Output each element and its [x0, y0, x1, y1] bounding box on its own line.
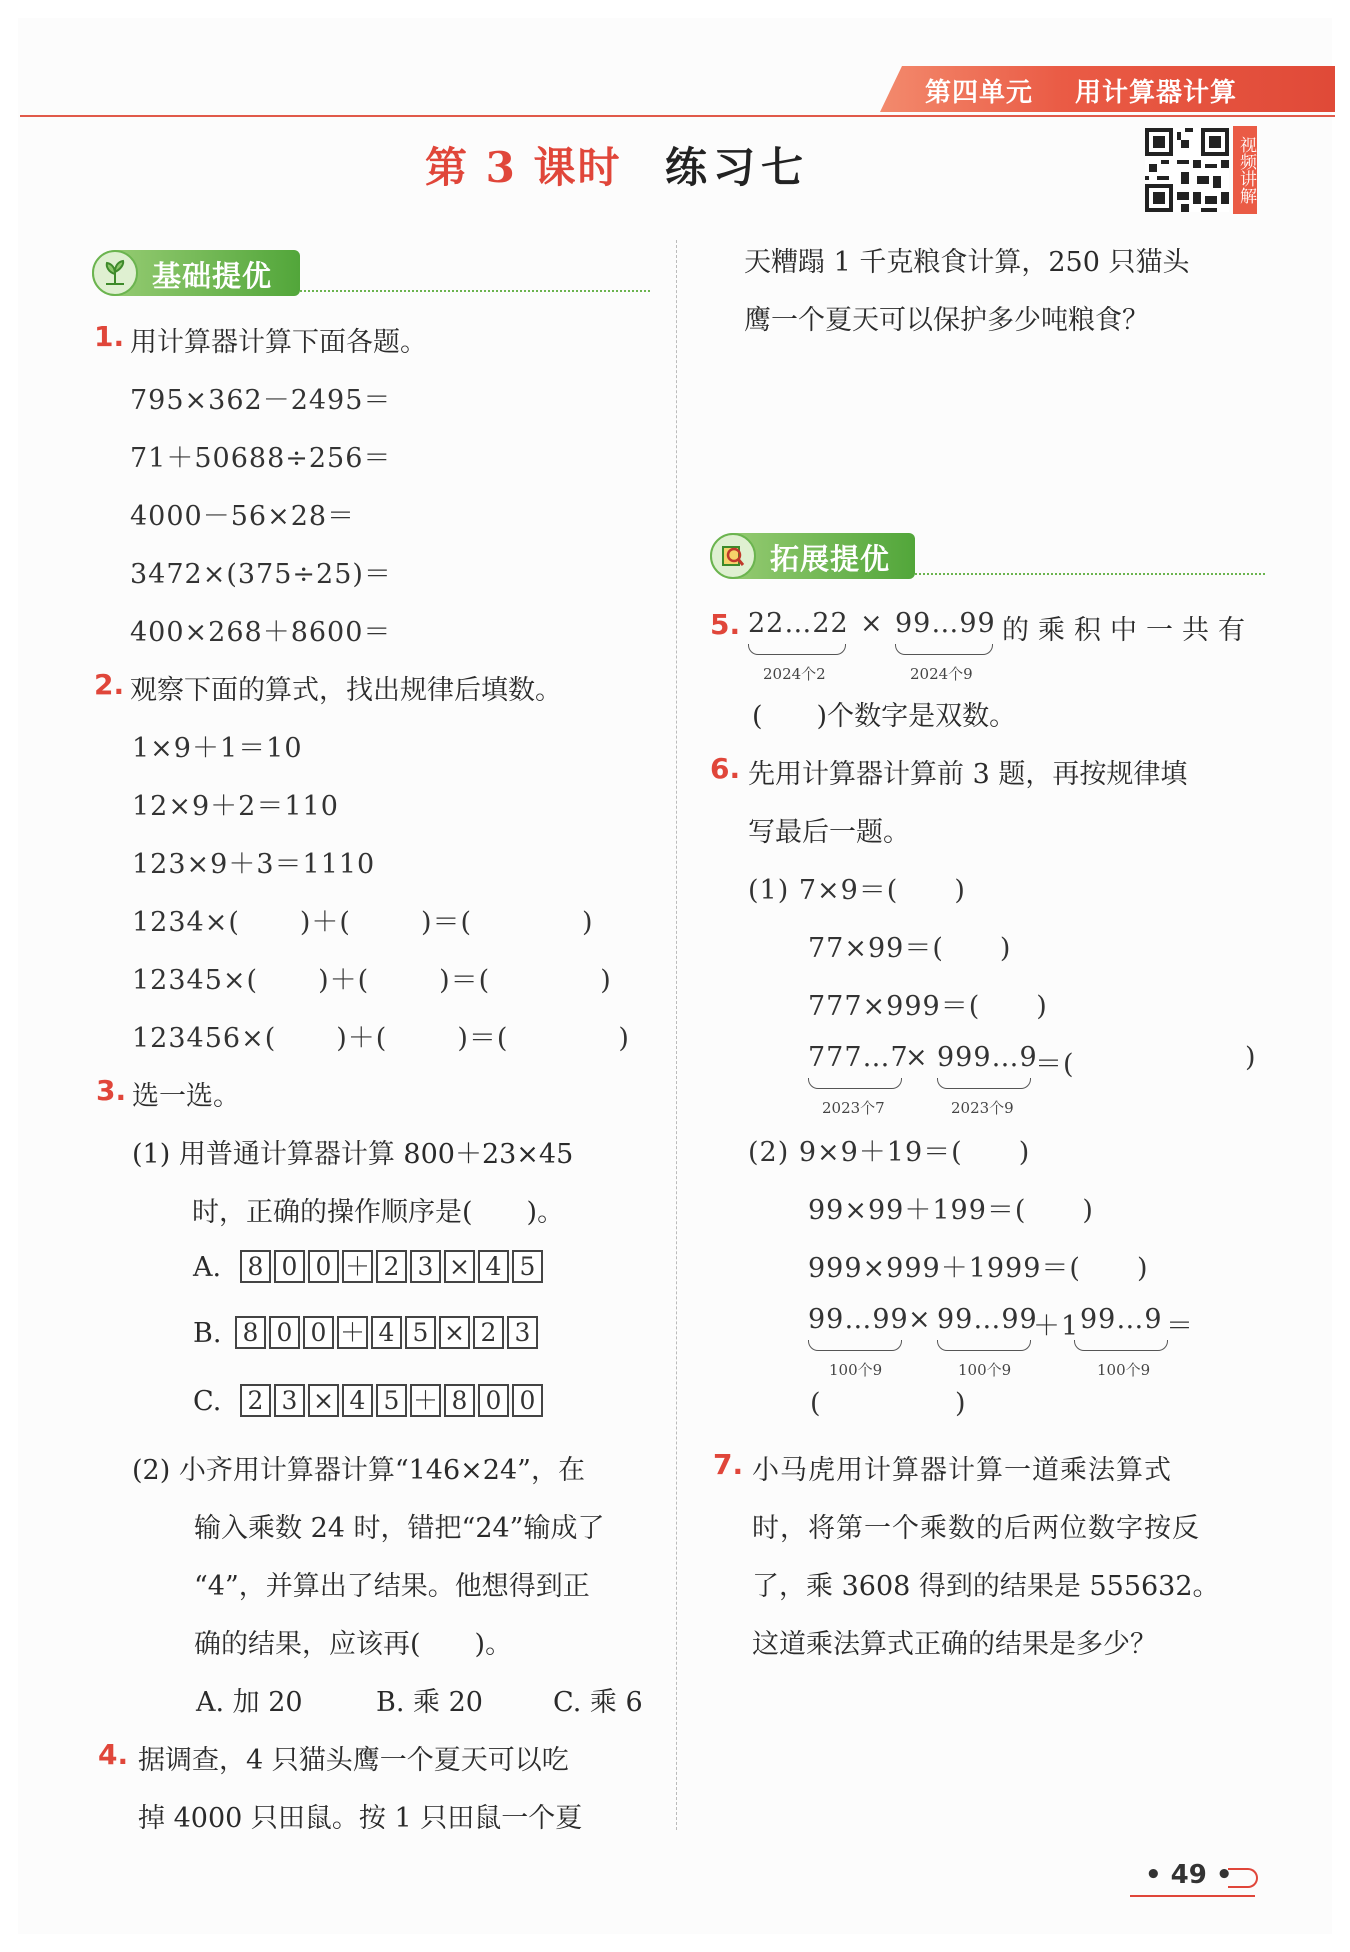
brace-label: 2024个2: [763, 665, 826, 683]
q6-item: (1) 7×9＝( ): [748, 875, 966, 906]
question-number-1: 1.: [94, 320, 125, 353]
calc-key: 3: [274, 1384, 305, 1417]
option-c-label: C.: [193, 1386, 222, 1417]
underbrace: [937, 1078, 1031, 1089]
q2-blank-part: )＝(: [439, 965, 491, 996]
q5-answer-line[interactable]: ( )个数字是双数。: [752, 701, 1017, 732]
option-a-keys[interactable]: [240, 1250, 546, 1283]
calc-key: 2: [240, 1384, 271, 1417]
page-number-curl: [1228, 1868, 1258, 1888]
calc-key: 5: [405, 1316, 436, 1349]
question-7-line: 时，将第一个乘数的后两位数字按反: [752, 1513, 1200, 1544]
video-explain-label: 视频讲解: [1233, 126, 1257, 214]
q5-number-2s: 22…22: [748, 608, 849, 639]
calc-key: 3: [507, 1316, 538, 1349]
q1-item: 71＋50688÷256＝: [130, 443, 392, 474]
q2-blank-row: [132, 1016, 630, 1055]
question-number-4: 4.: [98, 1738, 129, 1771]
q2-blank-part: )＝(: [420, 907, 473, 938]
calc-key: ＋: [410, 1384, 441, 1417]
option-c-keys[interactable]: [240, 1384, 546, 1417]
calc-key: 2: [376, 1250, 407, 1283]
calc-key: 0: [274, 1250, 305, 1283]
calc-key: 0: [512, 1384, 543, 1417]
q5-text: 的乘积中一共有: [1002, 615, 1254, 646]
page-title: 练习七: [665, 143, 810, 192]
question-4-line: 掉 4000 只田鼠。按 1 只田鼠一个夏: [138, 1803, 583, 1834]
calc-key: 5: [376, 1384, 407, 1417]
plus-one: ＋1: [1033, 1311, 1080, 1342]
section-title-basic: 基础提优: [152, 259, 273, 293]
q3-part2-line: 确的结果，应该再( )。: [194, 1629, 513, 1660]
q3-part2-option[interactable]: C. 乘 6: [553, 1687, 643, 1718]
q6-number-9s: 999…9: [937, 1042, 1038, 1073]
calc-key: ×: [308, 1384, 339, 1417]
q3-part2-line: (2) 小齐用计算器计算“146×24”，在: [132, 1455, 585, 1486]
open-paren: (: [810, 1388, 822, 1419]
equals-sign: ＝: [1166, 1311, 1194, 1342]
q2-blank-part: 123456×(: [132, 1023, 277, 1054]
chapter-label: 用计算器计算: [1075, 78, 1238, 108]
brace-label: 2024个9: [910, 665, 973, 683]
qr-code-icon[interactable]: [1145, 128, 1229, 212]
close-paren: ): [955, 1388, 967, 1419]
q2-blank-row: [132, 900, 594, 939]
header-rule: [20, 115, 1335, 117]
q6-item: 77×99＝( ): [808, 933, 1012, 964]
calc-key: 2: [473, 1316, 504, 1349]
section-rule-basic: [300, 290, 650, 292]
q2-blank-part: )＋(: [318, 965, 370, 996]
q6-item: 99×99＋199＝( ): [808, 1195, 1094, 1226]
q2-blank-part: 12345×(: [132, 965, 259, 996]
option-b-keys[interactable]: [235, 1316, 541, 1349]
sprout-icon: [92, 250, 138, 296]
q6-item: 777×999＝( ): [808, 991, 1048, 1022]
close-paren: ): [1245, 1042, 1257, 1073]
q1-item: 4000－56×28＝: [130, 501, 356, 532]
question-3-text: 选一选。: [132, 1081, 240, 1112]
question-4-line: 鹰一个夏天可以保护多少吨粮食？: [744, 305, 1149, 336]
calc-key: 8: [240, 1250, 271, 1283]
calc-key: 8: [235, 1316, 266, 1349]
q5-number-9s: 99…99: [895, 608, 996, 639]
section-title-extend: 拓展提优: [770, 542, 891, 576]
times-sign: ×: [860, 608, 884, 639]
underbrace: [895, 644, 993, 655]
answer-blank[interactable]: [830, 1388, 950, 1420]
q6-number: 99…99: [808, 1304, 909, 1335]
q3-part1-line: 时，正确的操作顺序是( )。: [192, 1197, 565, 1228]
page-number-rule: [1130, 1895, 1255, 1897]
calc-key: ×: [444, 1250, 475, 1283]
question-number-7: 7.: [713, 1448, 744, 1481]
q2-blank-part: )＝(: [457, 1023, 509, 1054]
question-7-line: 了，乘 3608 得到的结果是 555632。: [752, 1571, 1220, 1602]
calc-key: ＋: [342, 1250, 373, 1283]
q2-blank-part: ): [618, 1023, 630, 1054]
question-4-line: 天糟蹋 1 千克粮食计算，250 只猫头: [744, 247, 1190, 278]
q3-part2-option[interactable]: A. 加 20: [196, 1687, 303, 1718]
question-4-line: 据调查，4 只猫头鹰一个夏天可以吃: [138, 1745, 569, 1776]
q2-blank-part: )＋(: [336, 1023, 388, 1054]
question-number-3: 3.: [96, 1074, 127, 1107]
option-b-label: B.: [193, 1318, 222, 1349]
calc-key: 0: [308, 1250, 339, 1283]
q2-example: 1×9＋1＝10: [132, 733, 303, 764]
times-sign: ×: [908, 1304, 932, 1335]
calc-key: 3: [410, 1250, 441, 1283]
calc-key: 8: [444, 1384, 475, 1417]
question-7-line: 这道乘法算式正确的结果是多少？: [752, 1629, 1157, 1660]
calc-key: 0: [269, 1316, 300, 1349]
calc-key: ×: [439, 1316, 470, 1349]
q1-item: 795×362－2495＝: [130, 385, 392, 416]
q2-blank-row: [132, 958, 612, 997]
question-6-line: 先用计算器计算前 3 题，再按规律填: [748, 759, 1188, 790]
underbrace: [748, 644, 846, 655]
q3-part2-line: “4”，并算出了结果。他想得到正: [194, 1571, 590, 1602]
question-number-5: 5.: [710, 608, 741, 641]
calc-key: 4: [478, 1250, 509, 1283]
question-number-6: 6.: [710, 752, 741, 785]
brace-label: 100个9: [958, 1361, 1012, 1379]
question-number-2: 2.: [94, 668, 125, 701]
q2-blank-part: )＋(: [299, 907, 351, 938]
underbrace: [1074, 1340, 1168, 1351]
calc-key: 4: [342, 1384, 373, 1417]
brace-label: 100个9: [829, 1361, 883, 1379]
calc-key: 0: [478, 1384, 509, 1417]
question-6-line: 写最后一题。: [748, 817, 910, 848]
magnifier-icon: [710, 533, 756, 579]
q6-number-7s: 777…7: [808, 1042, 909, 1073]
q1-item: 3472×(375÷25)＝: [130, 559, 392, 590]
column-divider: [676, 240, 677, 1830]
q1-item: 400×268＋8600＝: [130, 617, 392, 648]
q2-blank-part: 1234×(: [132, 907, 240, 938]
question-2-text: 观察下面的算式，找出规律后填数。: [130, 675, 562, 706]
q6-item: (2) 9×9＋19＝( ): [748, 1137, 1031, 1168]
q2-blank-part: ): [600, 965, 612, 996]
q2-example: 123×9＋3＝1110: [132, 849, 376, 880]
question-7-line: 小马虎用计算器计算一道乘法算式: [752, 1455, 1172, 1486]
question-1-text: 用计算器计算下面各题。: [130, 327, 427, 358]
calc-key: ＋: [337, 1316, 368, 1349]
times-sign: ×: [905, 1042, 929, 1073]
q2-example: 12×9＋2＝110: [132, 791, 339, 822]
calc-key: 0: [303, 1316, 334, 1349]
calc-key: 5: [512, 1250, 543, 1283]
q3-part2-line: 输入乘数 24 时，错把“24”输成了: [194, 1513, 605, 1544]
underbrace: [808, 1078, 902, 1089]
q6-number: 99…9: [1080, 1304, 1163, 1335]
brace-label: 100个9: [1097, 1361, 1151, 1379]
underbrace: [937, 1340, 1031, 1351]
equals-paren: ＝(: [1035, 1049, 1075, 1080]
calc-key: 4: [371, 1316, 402, 1349]
q6-item: 999×999＋1999＝( ): [808, 1253, 1149, 1284]
q2-blank-part: ): [582, 907, 594, 938]
brace-label: 2023个9: [951, 1099, 1014, 1117]
page-number: • 49 •: [1145, 1860, 1233, 1890]
brace-label: 2023个7: [822, 1099, 885, 1117]
option-a-label: A.: [193, 1252, 222, 1283]
underbrace: [808, 1340, 902, 1351]
lesson-number: 第 3 课时: [425, 143, 622, 192]
unit-label: 第四单元: [925, 78, 1034, 108]
section-rule-extend: [915, 573, 1265, 575]
q3-part1-line: (1) 用普通计算器计算 800＋23×45: [132, 1139, 574, 1170]
q3-part2-option[interactable]: B. 乘 20: [376, 1687, 483, 1718]
q6-number: 99…99: [937, 1304, 1038, 1335]
